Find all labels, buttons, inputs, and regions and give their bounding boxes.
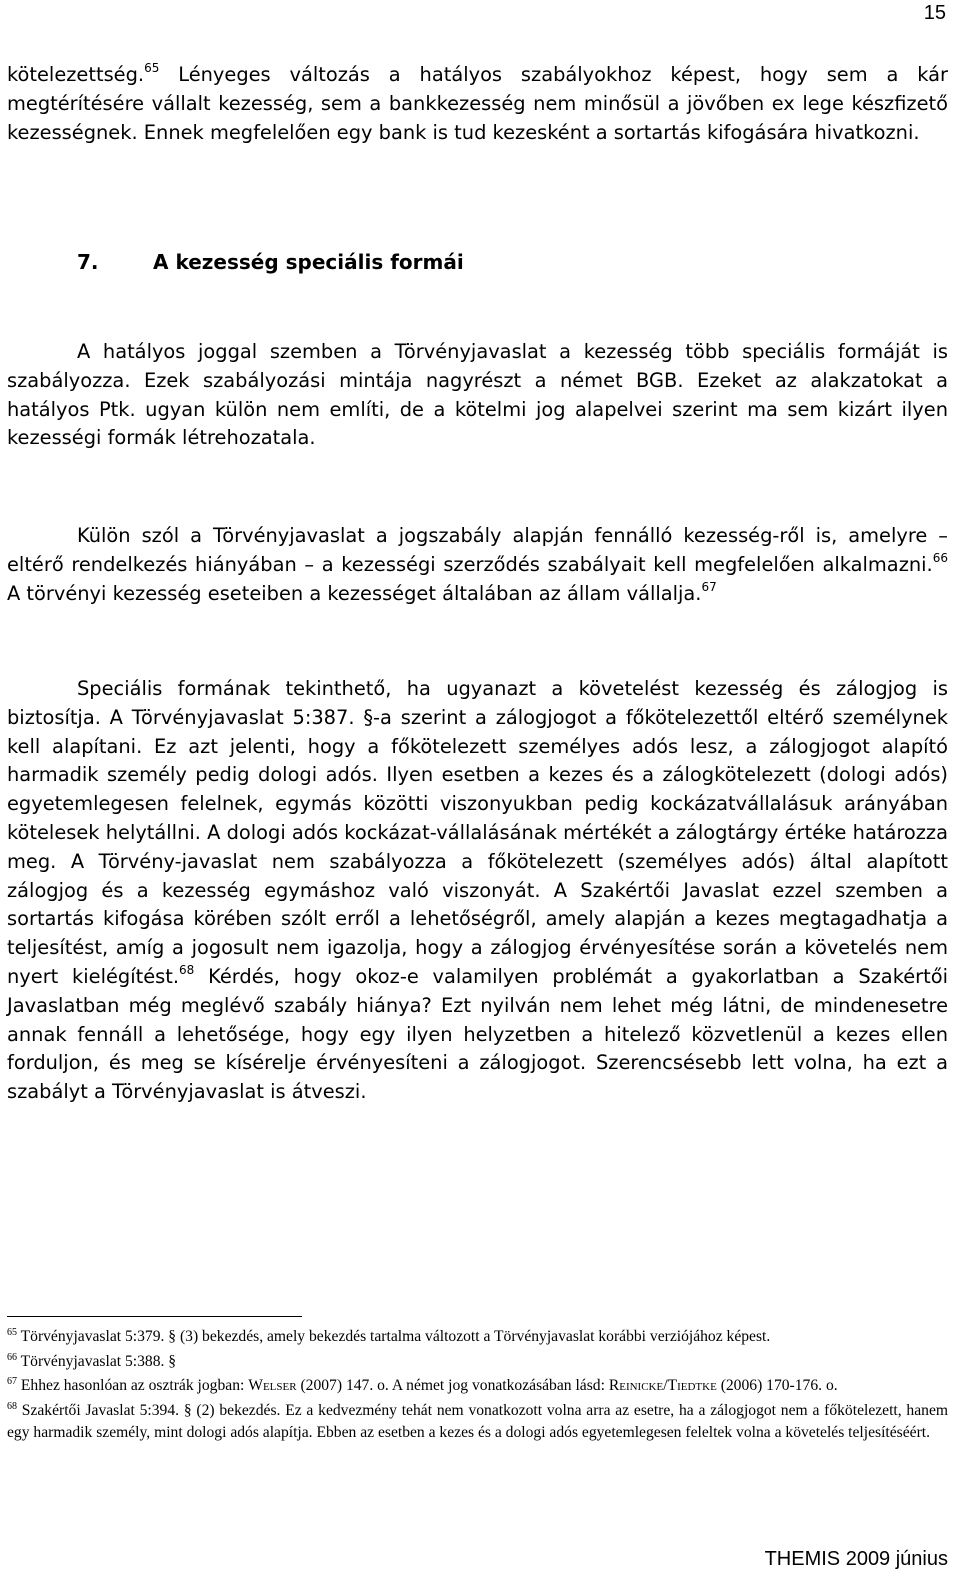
footnote-ref-68[interactable]: 68 — [179, 962, 195, 977]
page-number: 15 — [923, 2, 946, 24]
footnote-ref-66[interactable]: 66 — [932, 550, 948, 565]
footnote-68 — [7, 1400, 948, 1445]
footnote-separator — [7, 1316, 302, 1317]
footnote-66 — [7, 1351, 948, 1374]
footnote-ref-65[interactable]: 65 — [144, 61, 160, 75]
footnote-number: 68 — [7, 1400, 17, 1412]
footnote-text: Szakértői Javaslat 5:394. § (2) bekezdés. Ez a kedvezmény tehát nem vonatkozott volna arra az esetre, ha a zálogjogot nem a főkötelezett, hanem egy harmadik személy, mint dologi adós alapítja. Ebben az esetben a kezes és a dologi adós egyetemlegesen feleltek volna a követelés teljesítéséért. — [7, 1401, 948, 1441]
footnote-number: 65 — [7, 1327, 17, 1338]
paragraph-4 — [7, 675, 948, 1107]
footnote-text: Törvényjavaslat 5:388. § — [17, 1352, 177, 1370]
section-number: 7. — [77, 250, 99, 274]
paragraph-2: A hatályos joggal szemben a Törvényjavaslat a kezesség több speciális formáját is szabályozza. Ezek szabályozási mintája nagyrészt a német BGB. Ezeket az alakzatokat a hatályos Ptk. ugyan külön nem említi, de a kötelmi jog alapelvei szerint ma sem kizárt ilyen kezességi formák létrehozatala. — [7, 340, 948, 450]
text-run: Kérdés, hogy okoz-e valamilyen problémát a gyakorlatban a Szakértői Javaslatban még meglévő szabály hiánya? Ezt nyilván nem lehet még látni, de mindenesetre annak fennáll a lehetősége, hogy egy ilyen helyzetben a hitelező közvetlenül a kezes ellen forduljon, és meg se kísérelje érvényesíteni a zálogjogot. Szerencsésebb lett volna, ha ezt a szabályt a Törvényjavaslat is átveszi. — [7, 964, 948, 1104]
footnotes — [7, 1326, 948, 1447]
text-run: Lényeges változás a hatályos szabályokhoz képest, hogy sem a kár megtérítésére vállalt kezesség, sem a bankkezesség nem minősül a jövőben ex lege készfizető kezességnek. Ennek megfelelően egy bank is tud kezesként a sortartás kifogására hivatkozni. — [7, 63, 948, 144]
footnote-number: 67 — [7, 1376, 17, 1387]
author-name: Welser — [248, 1377, 297, 1394]
text-run: Külön szól a Törvényjavaslat a jogszabály alapján fennálló kezesség-ről is, amelyre – eltérő rendelkezés hiányában – a kezességi szerződés szabályait kell megfelelően alkalmazni. — [7, 524, 948, 576]
text-run: kötelezettség. — [7, 63, 145, 86]
paragraph-1 — [7, 61, 948, 147]
text-run: A törvényi kezesség eseteiben a kezességet általában az állam vállalja. — [7, 581, 702, 605]
footnote-number: 66 — [7, 1351, 17, 1363]
section-heading — [77, 250, 464, 274]
footnote-text: Törvényjavaslat 5:379. § (3) bekezdés, amely bekezdés tartalma változott a Törvényjavaslat korábbi verziójához képest. — [17, 1328, 771, 1345]
section-title: A kezesség speciális formái — [153, 250, 464, 274]
footnote-text: Ehhez hasonlóan az osztrák jogban: — [17, 1377, 249, 1394]
footnote-ref-67[interactable]: 67 — [701, 579, 717, 594]
text-run: Speciális formának tekinthető, ha ugyanazt a követelést kezesség és zálogjog is biztosítja. A Törvényjavaslat 5:387. §-a szerint a zálogjogot a főkötelezettől eltérő személynek kell alapítani. Ez azt jelenti, hogy a főkötelezett személyes adós lesz, a zálogjogot alapító harmadik személy pedig dologi adós. Ilyen esetben a kezes és a zálogkötelezett (dologi adós) egyetemlegesen felelnek, egymás közötti viszonyukban pedig kockázatvállalásuk arányában kötelesek helytállni. A dologi adós kockázat-vállalásának mértékét a zálogtárgy értéke határozza meg. A Törvény-javaslat nem szabályozza a főkötelezett (személyes adós) által alapított zálogjog és a kezesség egymáshoz való viszonyát. A Szakértői Javaslat ezzel szemben a sortartás kifogása körében szólt erről a lehetőségről, amely alapján a kezes megtagadhatja a teljesítést, amíg a jogosult nem igazolja, hogy a zálogjog érvényesítése során a követelés nem nyert kielégítést. — [7, 677, 948, 988]
footnote-text: (2007) 147. o. A német jog vonatkozásában lásd: — [296, 1377, 609, 1394]
footnote-text: (2006) 170-176. o. — [716, 1377, 838, 1394]
footnote-67 — [7, 1375, 948, 1398]
footnote-65 — [7, 1326, 948, 1349]
paragraph-3 — [7, 522, 948, 608]
page-footer: THEMIS 2009 június — [764, 1548, 948, 1570]
author-name: Reinicke/Tiedtke — [608, 1377, 717, 1394]
